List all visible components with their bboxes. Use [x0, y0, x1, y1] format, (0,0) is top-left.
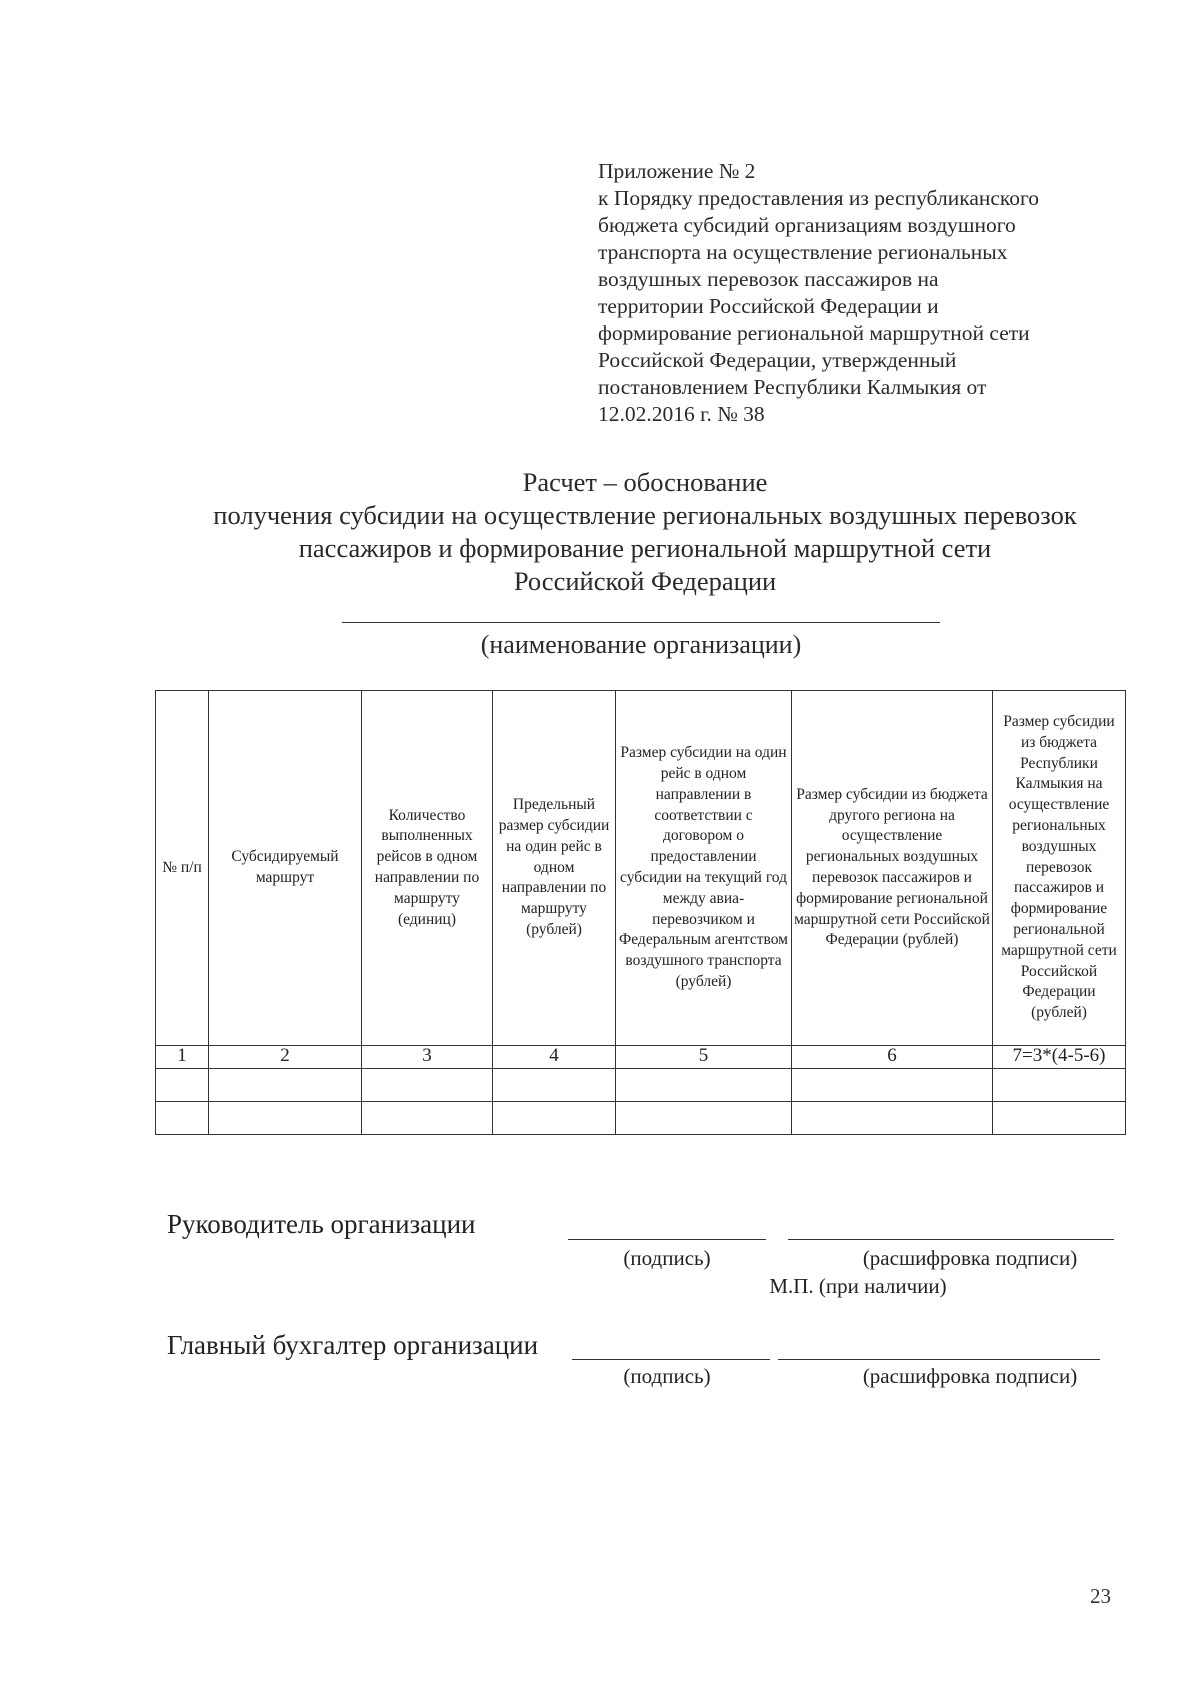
header-cell-route: Субсидируемый маршрут: [209, 691, 362, 1046]
appendix-line: 12.02.2016 г. № 38: [598, 402, 765, 426]
table-row: [156, 1102, 1126, 1135]
table-cell[interactable]: [362, 1102, 493, 1135]
appendix-line: формирование региональной маршрутной сети: [598, 321, 1030, 345]
accountant-signature-decoding-line[interactable]: [778, 1359, 1100, 1360]
column-number: 4: [493, 1046, 616, 1069]
appendix-line: Приложение № 2: [598, 159, 756, 183]
table-cell[interactable]: [156, 1069, 209, 1102]
head-signature-decoding-line[interactable]: [788, 1239, 1114, 1240]
accountant-signature-caption: (подпись): [623, 1364, 711, 1388]
header-cell-number: № п/п: [156, 691, 209, 1046]
header-cell-other-region-subsidy: Размер субсидии из бюджета другого региона на осуществление региональных воздушных перевозок пассажиров и формирование региональной маршрутной сети Российской Федерации (рублей): [792, 691, 993, 1046]
table-cell[interactable]: [993, 1102, 1126, 1135]
accountant-decoding-caption: (расшифровка подписи): [862, 1364, 1078, 1388]
table-header-row: [156, 691, 1126, 1046]
table-cell[interactable]: [209, 1069, 362, 1102]
appendix-line: воздушных перевозок пассажиров на: [598, 267, 939, 291]
header-cell-contract-subsidy: Размер субсидии на один рейс в одном направлении в соответствии с договором о предоставлении субсидии на текущий год между авиа-перевозчиком и Федеральным агентством воздушного транспорта (рублей): [616, 691, 792, 1046]
table-cell[interactable]: [156, 1102, 209, 1135]
table-cell[interactable]: [993, 1069, 1126, 1102]
column-number: 3: [362, 1046, 493, 1069]
table-cell[interactable]: [493, 1102, 616, 1135]
table-row: [156, 1069, 1126, 1102]
accountant-signature-line[interactable]: [572, 1359, 770, 1360]
appendix-line: территории Российской Федерации и: [598, 294, 939, 318]
column-number: 2: [209, 1046, 362, 1069]
table-cell[interactable]: [792, 1102, 993, 1135]
table-cell[interactable]: [362, 1069, 493, 1102]
accountant-signature-label: Главный бухгалтер организации: [167, 1330, 539, 1360]
column-number-row: [156, 1046, 1126, 1069]
appendix-line: бюджета субсидий организациям воздушного: [598, 213, 1016, 237]
column-number: 1: [156, 1046, 209, 1069]
head-signature-caption: (подпись): [623, 1246, 711, 1270]
page-number: 23: [1090, 1584, 1111, 1608]
table-cell[interactable]: [616, 1102, 792, 1135]
organization-name-line[interactable]: [342, 622, 940, 623]
table-cell[interactable]: [792, 1069, 993, 1102]
header-cell-kalmykia-subsidy: Размер субсидии из бюджета Республики Калмыкия на осуществление региональных воздушных перевозок пассажиров и формирование региональной маршрутной сети Российской Федерации (рублей): [993, 691, 1126, 1046]
title-line: пассажиров и формирование региональной маршрутной сети: [298, 533, 992, 563]
column-number: 7=3*(4-5-6): [993, 1046, 1126, 1069]
appendix-note: [598, 158, 1118, 428]
table-cell[interactable]: [616, 1069, 792, 1102]
table-cell[interactable]: [493, 1069, 616, 1102]
appendix-line: постановлением Республики Калмыкия от: [598, 375, 987, 399]
head-decoding-caption: (расшифровка подписи): [862, 1246, 1078, 1270]
title-line: Российской Федерации: [513, 566, 777, 596]
subsidy-calculation-table: [155, 690, 1126, 1135]
table-cell[interactable]: [209, 1102, 362, 1135]
header-cell-flights-count: Количество выполненных рейсов в одном направлении по маршруту (единиц): [362, 691, 493, 1046]
column-number: 6: [792, 1046, 993, 1069]
head-signature-line[interactable]: [568, 1239, 766, 1240]
title-line: Расчет – обоснование: [522, 467, 768, 497]
appendix-line: Российской Федерации, утвержденный: [598, 348, 957, 372]
head-signature-label: Руководитель организации: [167, 1209, 476, 1239]
header-cell-max-subsidy: Предельный размер субсидии на один рейс в одном направлении по маршруту (рублей): [493, 691, 616, 1046]
appendix-line: к Порядку предоставления из республиканского: [598, 186, 1040, 210]
column-number: 5: [616, 1046, 792, 1069]
appendix-line: транспорта на осуществление региональных: [598, 240, 1008, 264]
document-title: [0, 466, 1200, 598]
title-line: получения субсидии на осуществление региональных воздушных перевозок: [213, 500, 1077, 530]
stamp-note: М.П. (при наличии): [769, 1274, 947, 1298]
organization-name-caption: (наименование организации): [480, 630, 802, 659]
